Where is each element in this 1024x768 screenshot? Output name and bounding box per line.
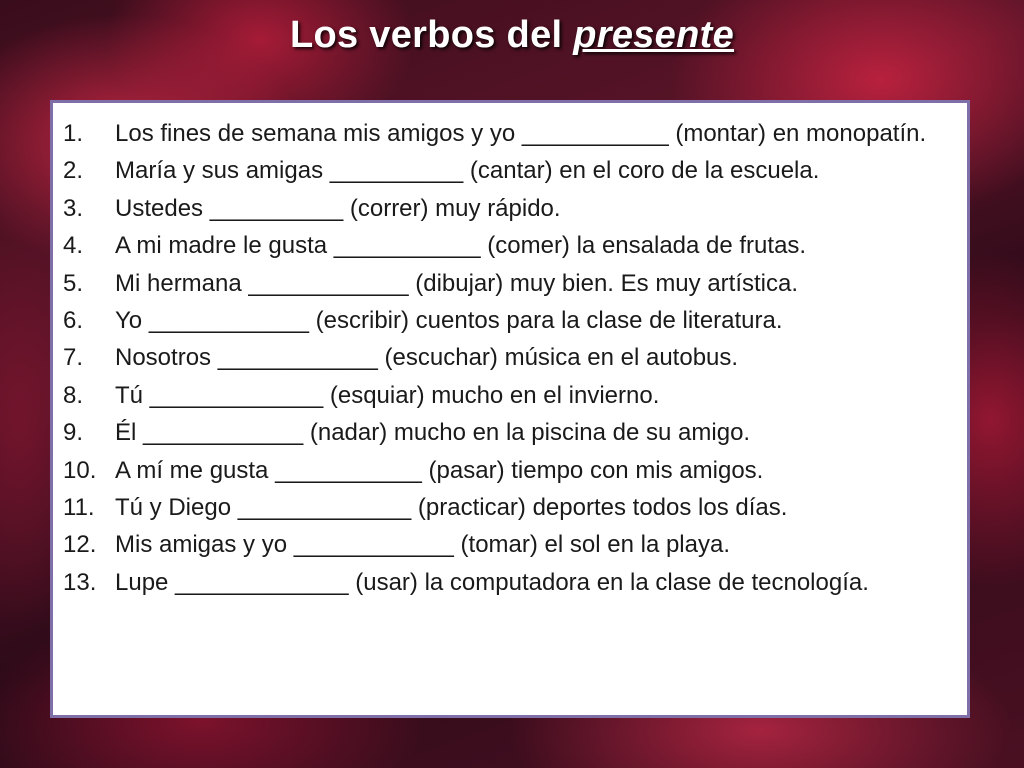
item-text: A mi madre le gusta ___________ (comer) la ensalada de frutas. bbox=[115, 232, 807, 260]
exercise-item bbox=[63, 489, 947, 526]
item-text: Yo ____________ (escribir) cuentos para la clase de literatura. bbox=[115, 307, 783, 335]
item-number: 6. bbox=[63, 307, 84, 335]
exercise-item bbox=[63, 564, 947, 601]
item-text: Lupe _____________ (usar) la computadora en la clase de tecnología. bbox=[115, 568, 869, 596]
item-number: 8. bbox=[63, 381, 84, 409]
exercise-item bbox=[63, 265, 947, 302]
item-text: Nosotros ____________ (escuchar) música en el autobus. bbox=[115, 344, 739, 372]
item-number: 5. bbox=[63, 269, 84, 297]
item-text: Tú y Diego _____________ (practicar) deportes todos los días. bbox=[115, 494, 788, 522]
exercise-item bbox=[63, 339, 947, 376]
item-text: María y sus amigas __________ (cantar) en el coro de la escuela. bbox=[115, 157, 820, 185]
exercise-item bbox=[63, 190, 947, 227]
item-number: 9. bbox=[63, 419, 84, 447]
item-text: Mis amigas y yo ____________ (tomar) el sol en la playa. bbox=[115, 531, 730, 559]
slide-title bbox=[0, 14, 1024, 57]
item-number: 1. bbox=[63, 120, 84, 147]
exercise-item bbox=[63, 414, 947, 451]
item-number: 2. bbox=[63, 157, 84, 185]
exercise-item bbox=[63, 526, 947, 563]
item-number: 7. bbox=[63, 344, 84, 372]
item-number: 4. bbox=[63, 232, 84, 260]
item-number: 11. bbox=[63, 494, 95, 522]
exercise-list bbox=[53, 103, 967, 601]
item-number: 3. bbox=[63, 194, 84, 222]
title-text: Los verbos del bbox=[289, 14, 574, 56]
item-number: 10. bbox=[63, 456, 97, 484]
item-number: 12. bbox=[63, 531, 97, 559]
exercise-item bbox=[63, 152, 947, 189]
exercise-item bbox=[63, 302, 947, 339]
item-number: 13. bbox=[63, 568, 97, 596]
exercise-item bbox=[63, 115, 947, 152]
title-emphasis: presente bbox=[573, 14, 735, 56]
exercise-item bbox=[63, 227, 947, 264]
item-text: Él ____________ (nadar) mucho en la piscina de su amigo. bbox=[115, 419, 751, 447]
item-text: A mí me gusta ___________ (pasar) tiempo con mis amigos. bbox=[115, 456, 764, 484]
item-text: Ustedes __________ (correr) muy rápido. bbox=[115, 194, 561, 222]
exercise-item bbox=[63, 452, 947, 489]
item-text: Tú _____________ (esquiar) mucho en el invierno. bbox=[115, 381, 660, 409]
exercise-panel bbox=[50, 100, 970, 718]
item-text: Los fines de semana mis amigos y yo ___________ (montar) en monopatín. bbox=[115, 120, 927, 147]
item-text: Mi hermana ____________ (dibujar) muy bien. Es muy artística. bbox=[115, 269, 799, 297]
exercise-item bbox=[63, 377, 947, 414]
